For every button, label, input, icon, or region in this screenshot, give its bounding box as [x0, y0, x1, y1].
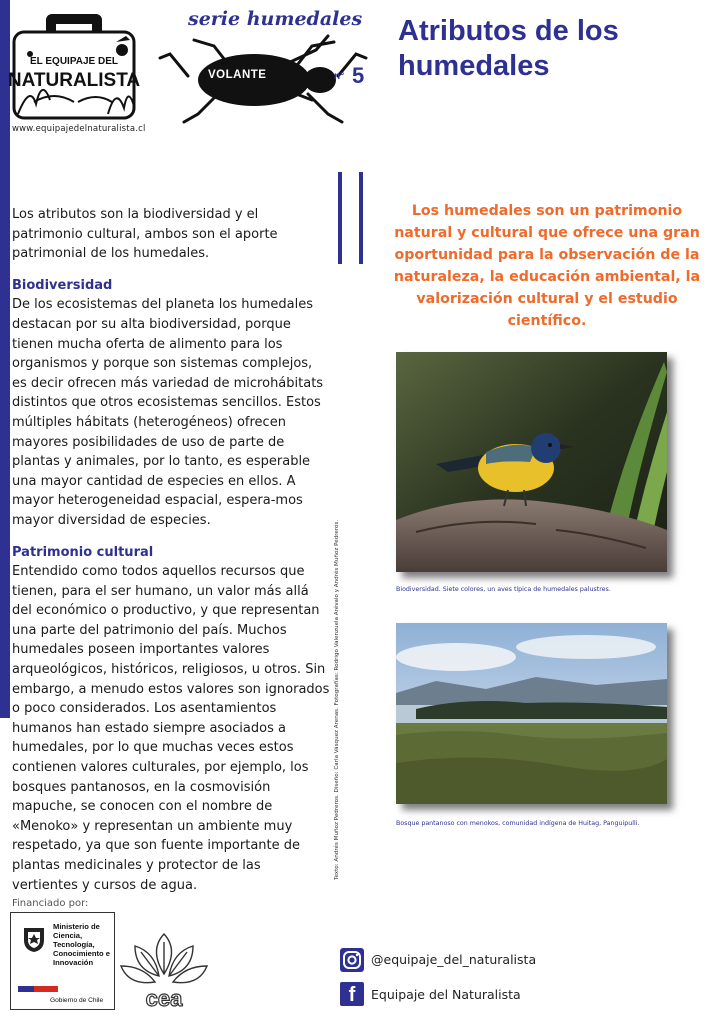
decor-stripe [338, 172, 342, 264]
cultural-heading: Patrimonio cultural [12, 544, 154, 560]
bird-caption: Biodiversidad. Siete colores, un aves típica de humedales palustres. [396, 586, 611, 593]
biodiversity-section [12, 276, 330, 531]
flag-stripe [18, 986, 58, 992]
instagram-handle[interactable]: @equipaje_del_naturalista [371, 952, 537, 967]
volante-label: VOLANTE [208, 69, 267, 81]
cea-logo [115, 930, 213, 1010]
gobierno-label: Gobierno de Chile [50, 997, 104, 1004]
biodiversity-text: De los ecosistemas del planeta los humedales destacan por su alta biodiversidad, porque tienen mucha oferta de alimento para los organismos y porque son sistemas complejos, es decir ofrecen más variedad de microhábitats distintos que otros ecosistemas sencillos. Estos múltiples hábitats (heterogéneos) ofrecen mayores posibilidades de uso de parte de plantas y animales, por lo tanto, es esperable una mayor cantidad de especies en ellos. A mayor heterogeneidad espacial, espera-mos mayor diversidad de especies. [12, 297, 324, 528]
landscape-photo [396, 623, 667, 804]
funded-by-label: Financiado por: [12, 898, 89, 909]
cultural-text: Entendido como todos aquellos recursos que tienen, para el ser humano, un valor más allá del económico o productivo, y que representan una parte del patrimonio del país. Muchos humedales poseen importantes valores arqueológicos, históricos, religiosos, u otros. Sin embargo, a menudo estos valores son ignorados o poco considerados. Los asentamientos humanos han estado siempre asociados a humedales, por lo que muchas veces estos contienen valores culturales, por ejemplo, los bosques pantanosos, en la cosmovisión mapuche, se conocen con el nombre de «Menoko» y representan un ambiente muy respetado, ya que son fuente importante de plantas medicinales y protector de las vertientes y cursos de agua. [12, 564, 330, 893]
facebook-icon[interactable]: f [340, 982, 364, 1006]
series-title: serie humedales [188, 8, 363, 30]
logo-line2: NATURALISTA [8, 70, 140, 91]
website-url[interactable]: www.equipajedelnaturalista.cl [12, 124, 146, 134]
cea-wordmark: cea [145, 986, 183, 1010]
biodiversity-heading: Biodiversidad [12, 277, 113, 293]
number-value: 5 [352, 63, 365, 88]
intro-paragraph: Los atributos son la biodiversidad y el patrimonio cultural, ambos son el aporte patrimonial de los humedales. [12, 207, 278, 262]
bird-photo [396, 352, 667, 572]
instagram-icon[interactable] [340, 948, 364, 972]
logo-line1: EL EQUIPAJE DEL [30, 56, 118, 67]
chile-coat-of-arms-icon [18, 922, 50, 954]
cultural-section [12, 543, 330, 896]
ministry-name: Ministerio de Ciencia, Tecnología, Conocimiento e Innovación [53, 922, 110, 967]
naturalista-logo [8, 10, 140, 122]
credits-text: Texto: Andrés Muñoz Pedreros. Diseño: Carla Vásquez Arenas. Fotografías: Rodrigo Valenzuela Arévalo y Andrés Muñoz Pedreros. [334, 519, 340, 880]
decor-stripe [359, 172, 363, 264]
number-label: n° [334, 71, 345, 82]
landscape-caption: Bosque pantanoso con menokos, comunidad indígena de Huitag, Panguipulli. [396, 820, 640, 827]
body-column [12, 205, 330, 907]
highlight-quote: Los humedales son un patrimonio natural y cultural que ofrece una gran oportunidad para la observación de la naturaleza, la educación ambiental, la valorización cultural y el estudio científico. [393, 203, 701, 329]
page-title: Atributos de los humedales [398, 15, 619, 82]
facebook-page-name[interactable]: Equipaje del Naturalista [371, 987, 521, 1002]
